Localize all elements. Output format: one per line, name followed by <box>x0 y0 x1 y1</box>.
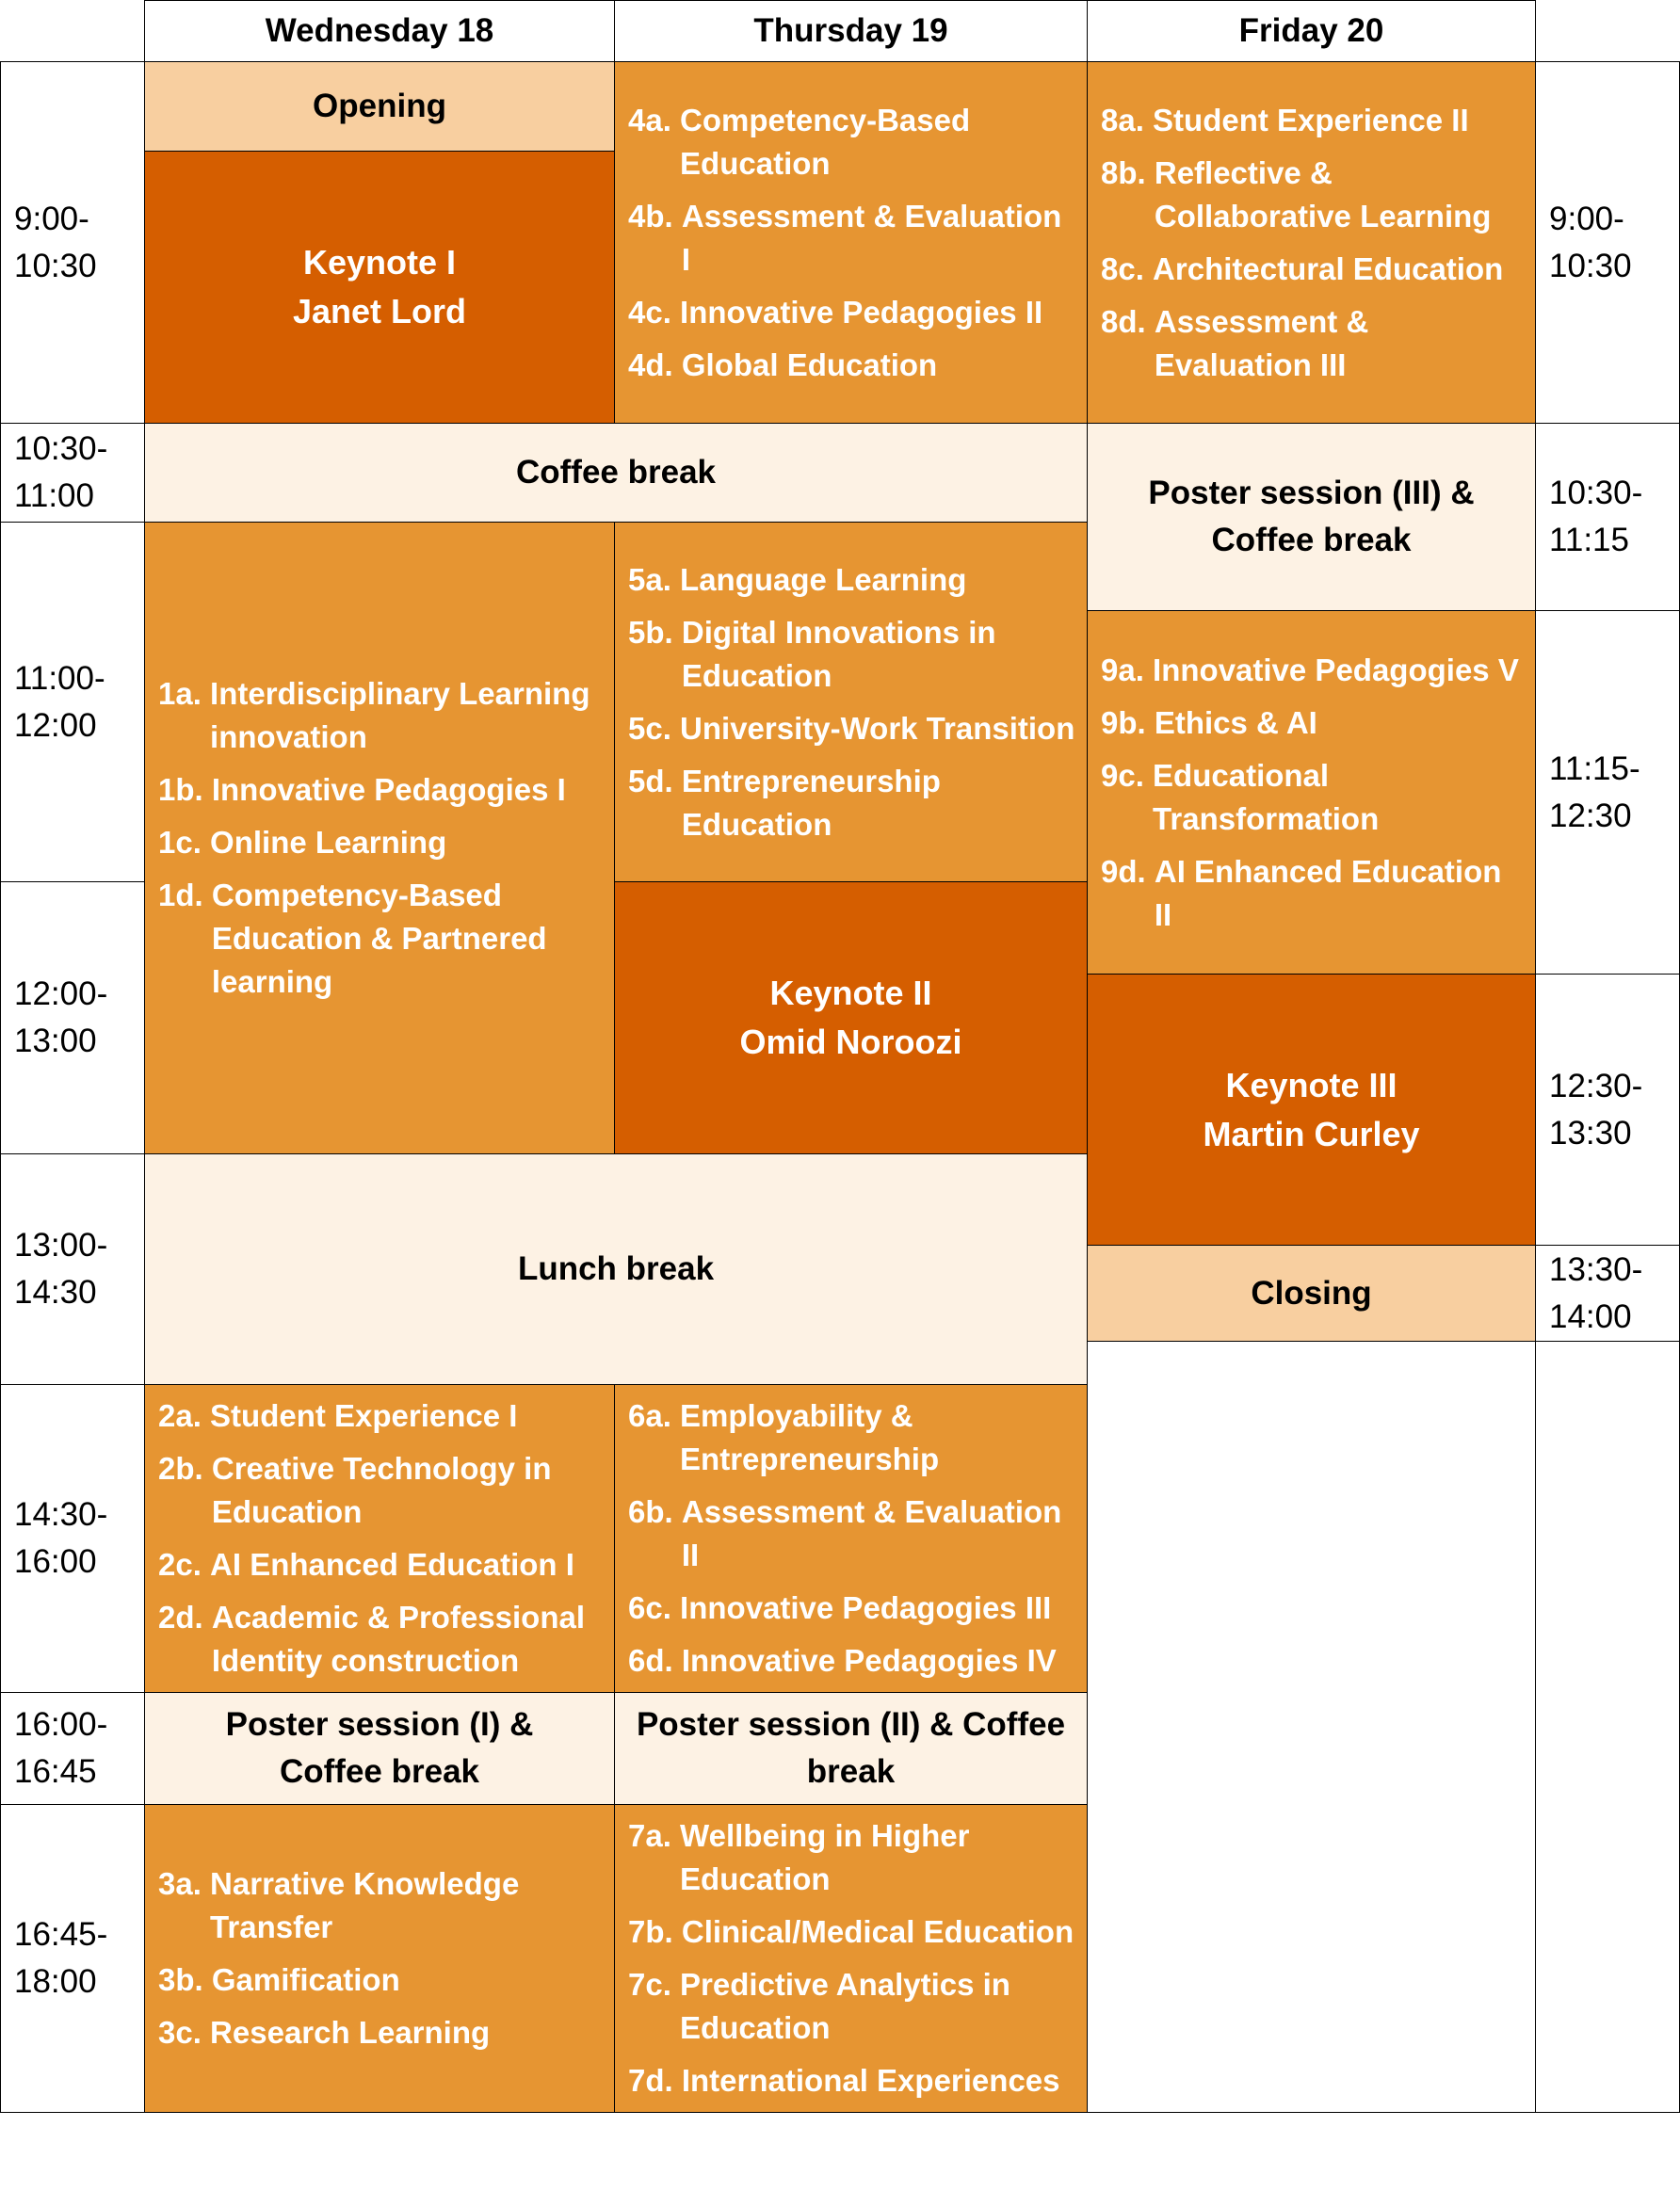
session-block-4 <box>614 61 1088 424</box>
session-item <box>628 2059 1077 2102</box>
lunch-break-label: Lunch break <box>517 1250 715 1287</box>
session-title: Assessment & Evaluation II <box>681 1494 1062 1572</box>
session-title: Reflective & Collaborative Learning <box>1154 154 1492 234</box>
keynote-3 <box>1087 974 1536 1246</box>
session-item <box>1101 649 1526 692</box>
poster-label: Poster session (III) & <box>1148 475 1475 511</box>
poster-session-2 <box>614 1692 1088 1805</box>
session-item <box>628 1963 1077 2050</box>
session-code: 2a. <box>158 1398 211 1433</box>
poster-label: Coffee break <box>279 1753 480 1790</box>
session-item <box>628 707 1077 750</box>
time-start: 12:00- <box>14 975 108 1012</box>
closing <box>1087 1245 1536 1342</box>
session-item <box>158 1596 605 1683</box>
session-item <box>158 1862 605 1949</box>
session-item <box>158 1958 605 2002</box>
time-slot-right-1030 <box>1535 423 1680 611</box>
session-item <box>1101 99 1526 142</box>
session-item <box>628 344 1077 387</box>
time-start: 13:00- <box>14 1227 108 1264</box>
session-item <box>1101 850 1526 937</box>
time-start: 16:45- <box>14 1916 108 1953</box>
session-title: Innovative Pedagogies II <box>680 294 1043 330</box>
session-code: 9c. <box>1101 757 1154 793</box>
keynote-title: Keynote III <box>1225 1065 1397 1104</box>
time-start: 9:00- <box>14 200 89 237</box>
session-item <box>628 1639 1077 1683</box>
lunch-break <box>144 1153 1088 1385</box>
session-title: Global Education <box>681 346 938 382</box>
session-code: 5d. <box>628 763 682 798</box>
opening-label: Opening <box>313 88 446 124</box>
empty-cell <box>1535 1341 1680 2113</box>
time-start: 10:30- <box>14 430 108 467</box>
time-end: 16:45 <box>14 1753 97 1790</box>
session-item <box>158 672 605 759</box>
time-slot-1300 <box>0 1153 145 1385</box>
session-title: Student Experience II <box>1153 102 1469 137</box>
session-title: Ethics & AI <box>1154 704 1317 740</box>
time-start: 10:30- <box>1549 475 1643 511</box>
session-item <box>628 1490 1077 1577</box>
time-end: 11:00 <box>14 477 94 514</box>
session-item <box>158 1394 605 1438</box>
session-code: 9b. <box>1101 704 1155 740</box>
session-code: 7d. <box>628 2063 682 2098</box>
keynote-title: Keynote II <box>769 974 932 1012</box>
keynote-title: Keynote I <box>302 243 457 282</box>
empty-cell <box>1087 1341 1536 2113</box>
time-start: 11:00- <box>14 659 105 697</box>
time-slot-1600 <box>0 1692 145 1805</box>
time-start: 12:30- <box>1549 1067 1643 1104</box>
session-code: 5c. <box>628 710 681 746</box>
time-start: 16:00- <box>14 1706 108 1743</box>
session-item <box>158 874 605 1004</box>
session-title: Assessment & Evaluation I <box>681 198 1062 277</box>
session-code: 3c. <box>158 2015 211 2050</box>
session-block-8 <box>1087 61 1536 424</box>
poster-label: break <box>806 1753 896 1790</box>
time-end: 13:30 <box>1549 1114 1632 1152</box>
day-header-thursday <box>614 0 1088 62</box>
keynote-1 <box>144 151 615 424</box>
session-code: 8b. <box>1101 154 1155 190</box>
closing-label: Closing <box>1251 1274 1372 1312</box>
session-title: Entrepreneurship Education <box>681 763 941 842</box>
session-title: Online Learning <box>210 825 447 860</box>
poster-label: Poster session (II) & Coffee <box>636 1706 1066 1743</box>
session-title: Innovative Pedagogies III <box>680 1590 1052 1625</box>
time-slot-1100 <box>0 522 145 882</box>
session-item <box>628 195 1077 282</box>
time-slot-right-1330 <box>1535 1245 1680 1342</box>
time-start: 14:30- <box>14 1496 108 1533</box>
session-title: Student Experience I <box>210 1398 518 1433</box>
time-end: 12:00 <box>14 706 97 744</box>
time-end: 13:00 <box>14 1023 97 1059</box>
poster-session-1 <box>144 1692 615 1805</box>
session-code: 8d. <box>1101 303 1155 339</box>
time-slot-right-1230 <box>1535 974 1680 1246</box>
session-item <box>1101 754 1526 841</box>
session-title: Competency-Based Education & Partnered learning <box>211 878 547 999</box>
session-block-7 <box>614 1804 1088 2113</box>
session-code: 7c. <box>628 1967 681 2002</box>
session-title: Gamification <box>211 1962 400 1997</box>
session-title: Academic & Professional Identity construction <box>211 1600 586 1678</box>
session-title: Research Learning <box>210 2015 491 2050</box>
session-code: 4c. <box>628 294 681 330</box>
session-title: Predictive Analytics in Education <box>680 1967 1010 2045</box>
session-item <box>628 1910 1077 1954</box>
time-end: 14:00 <box>1549 1297 1632 1335</box>
time-start: 11:15- <box>1549 749 1640 787</box>
time-end: 18:00 <box>14 1963 97 2000</box>
day-header-wednesday <box>144 0 615 62</box>
session-item <box>628 760 1077 846</box>
session-code: 4a. <box>628 102 681 137</box>
session-code: 2d. <box>158 1600 212 1635</box>
session-code: 9d. <box>1101 853 1155 889</box>
day-header-label: Thursday 19 <box>753 12 948 49</box>
session-code: 1d. <box>158 878 212 912</box>
session-title: International Experiences <box>681 2063 1060 2098</box>
opening <box>144 61 615 152</box>
time-slot-1200 <box>0 881 145 1154</box>
session-code: 8c. <box>1101 250 1154 286</box>
keynote-2 <box>614 881 1088 1154</box>
time-slot-0900 <box>0 61 145 424</box>
time-slot-right-0900 <box>1535 61 1680 424</box>
session-block-2 <box>144 1384 615 1693</box>
session-title: Innovative Pedagogies IV <box>681 1643 1057 1678</box>
session-code: 3b. <box>158 1962 212 1997</box>
session-title: Interdisciplinary Learning innovation <box>210 676 590 754</box>
session-block-5 <box>614 522 1088 882</box>
session-item <box>158 1543 605 1587</box>
session-title: Digital Innovations in Education <box>681 614 996 693</box>
session-title: Competency-Based Education <box>680 102 971 181</box>
poster-session-3 <box>1087 423 1536 611</box>
session-title: Architectural Education <box>1153 250 1504 286</box>
time-start: 9:00- <box>1549 200 1624 237</box>
session-code: 1c. <box>158 825 211 860</box>
session-title: Clinical/Medical Education <box>681 1914 1074 1949</box>
session-title: AI Enhanced Education II <box>1154 853 1502 932</box>
session-code: 8a. <box>1101 102 1154 137</box>
session-title: Educational Transformation <box>1153 757 1380 836</box>
session-title: Creative Technology in Education <box>211 1451 552 1529</box>
day-header-label: Friday 20 <box>1238 12 1384 49</box>
time-start: 13:30- <box>1549 1250 1643 1288</box>
day-header-friday <box>1087 0 1536 62</box>
time-end: 11:15 <box>1549 522 1629 558</box>
session-title: Innovative Pedagogies V <box>1153 652 1519 687</box>
session-code: 7b. <box>628 1914 682 1949</box>
session-code: 3a. <box>158 1866 211 1901</box>
session-block-1 <box>144 522 615 1154</box>
session-code: 5a. <box>628 561 681 597</box>
time-end: 16:00 <box>14 1543 97 1580</box>
session-code: 6c. <box>628 1590 681 1625</box>
coffee-break-label: Coffee break <box>515 454 717 491</box>
time-slot-right-1115 <box>1535 610 1680 975</box>
session-code: 4d. <box>628 346 682 382</box>
keynote-speaker: Martin Curley <box>1203 1114 1420 1153</box>
keynote-speaker: Janet Lord <box>292 292 467 330</box>
session-title: Narrative Knowledge Transfer <box>210 1866 520 1944</box>
session-code: 1b. <box>158 772 212 807</box>
coffee-break <box>144 423 1088 523</box>
session-title: University-Work Transition <box>680 710 1075 746</box>
session-item <box>628 99 1077 185</box>
session-title: AI Enhanced Education I <box>210 1547 574 1582</box>
session-item <box>628 1814 1077 1901</box>
session-code: 2b. <box>158 1451 212 1486</box>
time-end: 10:30 <box>14 247 97 284</box>
session-item <box>158 768 605 812</box>
session-item <box>1101 248 1526 291</box>
day-header-label: Wednesday 18 <box>265 12 494 49</box>
time-slot-1430 <box>0 1384 145 1693</box>
session-item <box>1101 152 1526 238</box>
session-title: Innovative Pedagogies I <box>211 772 566 807</box>
session-item <box>628 611 1077 698</box>
session-item <box>1101 701 1526 745</box>
session-block-6 <box>614 1384 1088 1693</box>
session-code: 1a. <box>158 676 211 711</box>
time-end: 12:30 <box>1549 797 1632 834</box>
session-item <box>628 1587 1077 1630</box>
session-block-9 <box>1087 610 1536 975</box>
session-code: 9a. <box>1101 652 1154 687</box>
time-end: 10:30 <box>1549 247 1632 284</box>
session-code: 6b. <box>628 1494 682 1529</box>
session-item <box>158 821 605 864</box>
session-code: 4b. <box>628 198 682 234</box>
session-title: Wellbeing in Higher Education <box>680 1818 970 1896</box>
session-title: Language Learning <box>680 561 967 597</box>
time-slot-1645 <box>0 1804 145 2113</box>
session-code: 5b. <box>628 614 682 650</box>
session-item <box>628 558 1077 602</box>
session-code: 6d. <box>628 1643 682 1678</box>
session-code: 2c. <box>158 1547 211 1582</box>
poster-label: Coffee break <box>1211 522 1412 558</box>
session-item <box>1101 300 1526 387</box>
keynote-speaker: Omid Noroozi <box>739 1023 962 1061</box>
session-code: 7a. <box>628 1818 681 1853</box>
session-item <box>628 291 1077 334</box>
time-slot-1030 <box>0 423 145 523</box>
session-code: 6a. <box>628 1398 681 1433</box>
session-title: Employability & Entrepreneurship <box>680 1398 940 1476</box>
session-item <box>158 2011 605 2054</box>
session-block-3 <box>144 1804 615 2113</box>
session-item <box>628 1394 1077 1481</box>
session-item <box>158 1447 605 1534</box>
poster-label: Poster session (I) & <box>225 1706 534 1743</box>
session-title: Assessment & Evaluation III <box>1154 303 1369 382</box>
time-end: 14:30 <box>14 1274 97 1311</box>
